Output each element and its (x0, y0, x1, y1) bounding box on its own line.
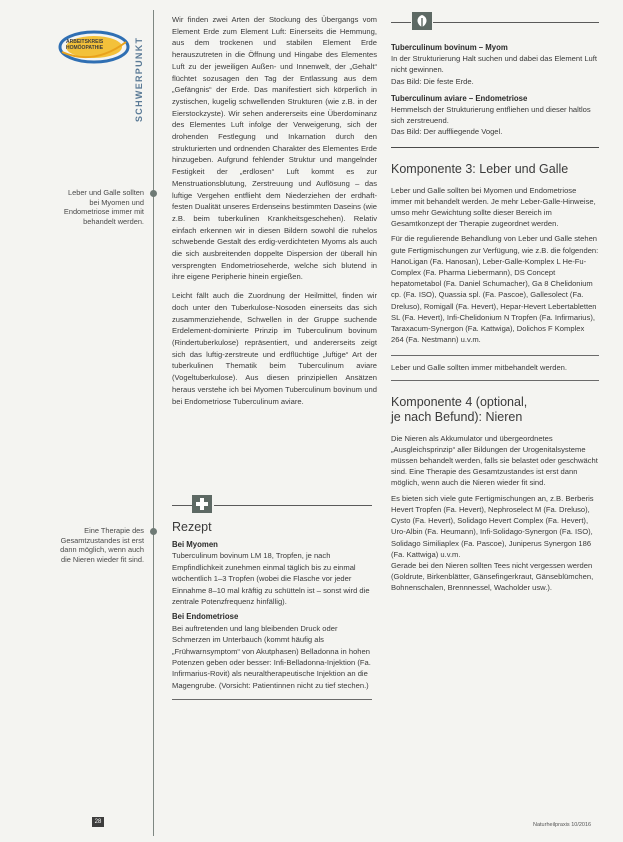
recipe-heading: Bei Endometriose (172, 612, 239, 622)
margin-note-marker (150, 190, 157, 197)
recipe-bottom-rule (172, 699, 372, 700)
section-label: SCHWERPUNKT (134, 36, 144, 122)
logo-text: ARBEITSKREIS HOMÖOPATHIE (66, 39, 104, 51)
box-rule-right (433, 22, 599, 23)
section-heading-k4: Komponente 4 (optional, (391, 394, 528, 409)
remedy-line: Das Bild: Der auffliegende Vogel. (391, 127, 503, 137)
recipe-rule-right (214, 505, 372, 506)
recipe-title: Rezept (172, 520, 212, 534)
body-paragraph: Es bieten sich viele gute Fertigmischungen an, z.B. Berberis Hevert Tropfen (Fa. Hevert), Nephroselect M (Fa. Dreluso), Cysto (Fa. Hevert), Solidago Hevert Complex (Fa. Hevert), Uro-Albin (Fa. Heumann), Infi-Solidago-Synergon (Fa. ISO), Solidago Similiaplex (Fa. Pascoe), Juniperus Synergon 186 (Fa. Kattwiga) u.v.m. (391, 493, 594, 559)
note-rule-bottom (391, 380, 599, 381)
recipe-rule-left (172, 505, 192, 506)
section-heading-k3: Komponente 3: Leber und Galle (391, 161, 569, 176)
recipe-box (172, 520, 372, 706)
recipe-text: Bei auftretenden und lang bleibenden Druck oder Schmerzen im Unterbauch (kommt häufig als „Frühwarnsymptom“ von Akutphasen) Belladonna in hohen Potenzen geben oder besser: Infi-Belladonna-Injektion (Fa. Infirmarius-Rovit) als neuraltherapeutische Injektion an die Magengrube. (Vorsicht: Patientinnen nicht zu tief stechen.) (172, 623, 371, 690)
remedy-line: In der Strukturierung Halt suchen und dabei das Element Luft nicht gewinnen. (391, 54, 597, 75)
plus-icon (192, 495, 212, 513)
body-paragraph: Die Nieren als Akkumulator und übergeordnetes „Ausgleichsprinzip“ aller Bildungen der Urogenitalsysteme müssen behandelt werden, falls sie belastet oder geschwächt sind. Eine Therapie des Gesamtzustandes ist erst dann möglich, wenn auch die Nieren wieder fit sind. (391, 433, 598, 488)
remedy-line: Das Bild: Die feste Erde. (391, 76, 474, 86)
callout-note: Leber und Galle sollten immer mitbehandelt werden. (391, 363, 568, 373)
margin-note-1: Leber und Galle sollten bei Myomen und Endometriose immer mit behandelt werden. (63, 188, 144, 226)
margin-note-2: Eine Therapie des Gesamtzustandes ist erst dann möglich, wenn auch die Nieren wieder fit sind. (60, 526, 144, 564)
body-paragraph: Leicht fällt auch die Zuordnung der Heilmittel, finden wir doch unter den Tuberkulose-Nosoden einerseits das sich zusammenziehende, Schwellen in der Gruppe suchende Erdelement-dominierte Prinzip im Tuberculinum bovinum (Rindertuberkulose) repräsentiert, und andererseits zeigt sich das luftig-zerstreute und erdflüchtige „luftige“ Art der tuberkulinen Thematik beim Tuberculinum aviare (Vogeltuberkulose). Aus diesen prinzipiellen Ansätzen heraus verstehe ich bei Myomen Tuberculinum bovinum und bei Endometriose Tuberculinum aviare. (172, 291, 377, 406)
box-rule-left (391, 22, 411, 23)
journal-footer: Naturheilpraxis 10/2016 (533, 822, 592, 828)
remedy-heading: Tuberculinum aviare – Endometriose (391, 93, 528, 103)
main-text-column (172, 14, 377, 414)
page-number: 28 (92, 817, 104, 827)
section-rule (391, 147, 599, 148)
side-text-column (391, 38, 599, 594)
margin-divider (153, 10, 154, 836)
body-paragraph: Leber und Galle sollten bei Myomen und Endometriose immer mit behandelt werden. Je mehr Leber-Galle-Hinweise, umso mehr Gewichtung sollte dieser Bereich im Gesamtkonzept der Therapie zugeordnet werden. (391, 185, 596, 229)
body-paragraph: Wir finden zwei Arten der Stockung des Übergangs vom Element Erde zum Element Luft: Einerseits die Hemmung, aus dem trockenen und stabilen Element Erde herauszutreten in die Öffnung und Hingabe des Elementes Luft zu der jeweiligen Außen- und Innenwelt, der „Gehalt“ flüchtet sozusagen den Tag der Entlassung aus dem „Gefängnis“ der Erde. Das manifestiert sich körperlich in zystischen, kugelig schwellenden Strukturen (wie z.B. in der Eierstockzyste). Wir sehen andererseits eine Überdominanz des Elementes Luft infolge der Verweigerung, sich der drohenden Festlegung und Inkarnation durch den strukturierten und ordnenden Charakter des Elementes Erde hinzugeben. Aufgrund fehlender Struktur und mangelnder Festigkeit der „erdlosen“ Luft kommt es zur Menstruationsblutung, Zerstreuung und Auflösung – das luftige Vergehen entflieht dem Niederziehen der erdhaft-festen Dualität unseres Erdenseins bestimmten Daseins (wie z.B. beim tuberkulinen Krankheitsgeschehen). Relativ einfach erkennen wir in diesen Bildern sowohl die ruhelos schwebende Gestalt des erdig-verdichteten Myoms als auch die sich ausbreitenden doppelte Dispersion der überall hin versprengten Endometrioseherde, welche sich blutend in ihre eigene Peripherie hinein ergießen. (172, 15, 377, 282)
section-heading-k4-line2: je nach Befund): Nieren (391, 409, 523, 424)
remedy-line: Hemmelsch der Strukturierung entfliehen und dieser haltlos sich zerstreuend. (391, 105, 591, 126)
body-paragraph: Für die regulierende Behandlung von Leber und Galle stehen gute Fertigmischungen zur Verfügung, wie z.B. die folgenden: HanoLigan (Fa. Hanosan), Leber-Galle-Komplex L He-Fu-Complex (Fa. Pharma Liebermann), DS Concept hepatometabol (Fa. Daniel Schumacher), Ga 8 Chelidonium cp. (Fa. ISO), Quassia spl. (Fa. Pascoe), Gallesolect (Fa. Dreluso), Romigall (Fa. Hevert), Hepar-Hevert Lebertabletten SL (Fa. Hevert), Infi-Chelidonium N Tropfen (Fa. Infirmarius), Taraxacum-Synergon (Fa. Kattwiga), Dolichos F Komplex 264 (Fa. Nestmann) u.v.m. (391, 234, 599, 345)
remedy-heading: Tuberculinum bovinum – Myom (391, 43, 508, 52)
note-rule-top (391, 355, 599, 356)
margin-note-marker (150, 528, 157, 535)
recipe-heading: Bei Myomen (172, 540, 218, 549)
recipe-text: Tuberculinum bovinum LM 18, Tropfen, je nach Empfindlichkeit zunehmen einmal täglich bis zu einmal wöchentlich 1–3 Tropfen (wobei die Flasche vor jeder Einnahme 8–10 mal kräftig zu schütteln ist – sonst wird die zentrale Potenzfrequenz hinfällig). (172, 551, 370, 607)
body-paragraph: Gerade bei den Nieren sollten Tees nicht vergessen werden (Goldrute, Birkenblätter, Gänsefingerkraut, Gänseblümchen, Bohnenschalen, Brennnessel, Wacholder usw.). (391, 560, 594, 593)
leaf-icon (412, 12, 432, 30)
